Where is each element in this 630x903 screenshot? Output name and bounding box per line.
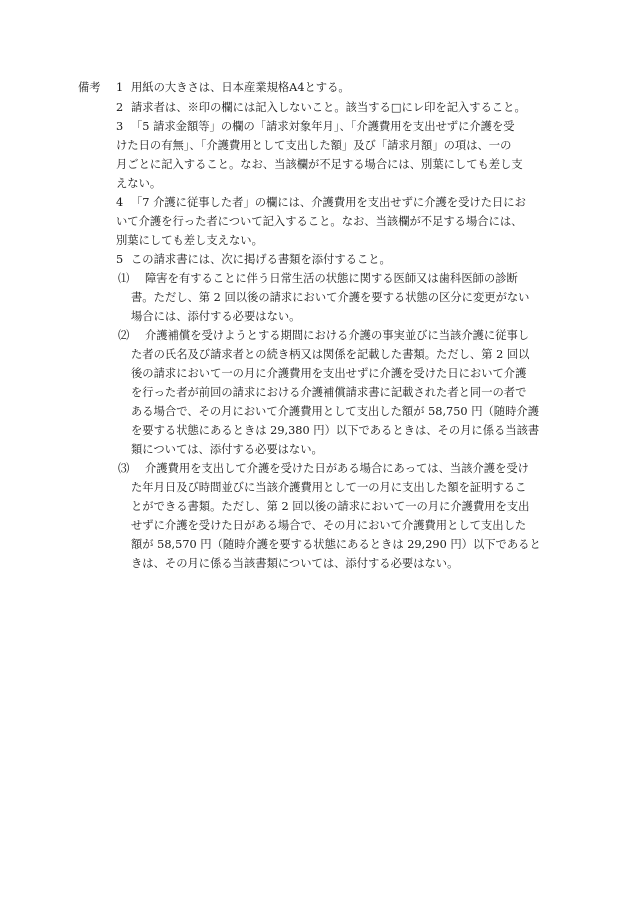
subnote-number: ⑶ xyxy=(118,462,130,475)
subnote-text: を要する状態にあるときは 29,380 円）以下であるときは、その月に係る当該書 xyxy=(131,424,540,437)
notes-heading: 備考 xyxy=(78,81,101,94)
subnote-text: 類については、添付する必要はない。 xyxy=(131,443,323,456)
note-number: 2 xyxy=(116,101,124,114)
note-text: 別葉にしても差し支えない。 xyxy=(116,234,263,247)
note-text: えない。 xyxy=(116,177,162,190)
note-number: 3 xyxy=(116,120,124,133)
note-number: 1 xyxy=(116,81,124,94)
note-text: 請求者は、※印の欄には記入しないこと。該当する□にレ印を記入すること。 xyxy=(131,101,526,114)
subnote-text: 後の請求において一の月に介護費用を支出せずに介護を受けた日において介護 xyxy=(131,367,527,380)
subnote-text: 額が 58,570 円（随時介護を要する状態にあるときは 29,290 円）以下であると xyxy=(131,538,541,551)
subnote-text: とができる書類。ただし、第 2 回以後の請求において一の月に介護費用を支出 xyxy=(131,500,530,513)
note-number: 4 xyxy=(116,196,124,209)
subnote-text: 介護補償を受けようとする期間における介護の事実並びに当該介護に従事し xyxy=(145,329,530,342)
subnote-text: を行った者が前回の請求における介護補償請求書に記載された者と同一の者で xyxy=(131,386,527,399)
subnote-text: 介護費用を支出して介護を受けた日がある場合にあっては、当該介護を受け xyxy=(145,462,529,475)
note-text: 「5 請求金額等」の欄の「請求対象年月」、「介護費用を支出せずに介護を受 xyxy=(131,120,515,133)
note-text: 用紙の大きさは、日本産業規格A4とする。 xyxy=(131,81,350,94)
subnote-text: ある場合で、その月において介護費用として支出した額が 58,750 円（随時介護 xyxy=(131,405,539,418)
note-text: いて介護を行った者について記入すること。なお、当該欄が不足する場合には、 xyxy=(116,215,523,228)
subnote-text: た年月日及び時間並びに当該介護費用として一の月に支出した額を証明するこ xyxy=(131,481,527,494)
subnote-text: せずに介護を受けた日がある場合で、その月において介護費用として支出した xyxy=(131,519,527,532)
subnote-text: 場合には、添付する必要はない。 xyxy=(131,310,301,323)
subnote-number: ⑴ xyxy=(118,272,130,285)
subnote-text: 障害を有することに伴う日常生活の状態に関する医師又は歯科医師の診断 xyxy=(145,272,518,285)
subnote-text: た者の氏名及び請求者との続き柄又は関係を記載した書類。ただし、第 2 回以 xyxy=(131,348,530,361)
subnote-text: きは、その月に係る当該書類については、添付する必要はない。 xyxy=(131,557,459,570)
note-text: この請求書には、次に掲げる書類を添付すること。 xyxy=(131,253,391,266)
subnote-number: ⑵ xyxy=(118,329,130,342)
note-number: 5 xyxy=(116,253,124,266)
subnote-text: 書。ただし、第 2 回以後の請求において介護を要する状態の区分に変更がない xyxy=(131,291,530,304)
note-text: 「7 介護に従事した者」の欄には、介護費用を支出せずに介護を受けた日にお xyxy=(131,196,526,209)
note-text: 月ごとに記入すること。なお、当該欄が不足する場合には、別葉にしても差し支 xyxy=(116,158,523,171)
note-text: けた日の有無」、「介護費用として支出した額」及び「請求月額」の項は、一の xyxy=(116,139,512,152)
